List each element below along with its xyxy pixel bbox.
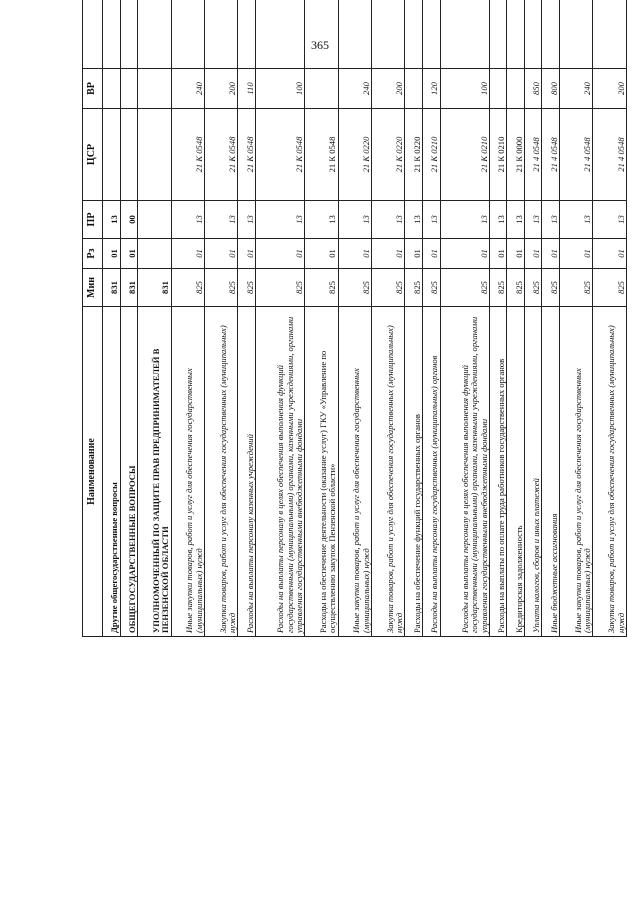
cell-csr: 21 4 0548	[560, 109, 593, 201]
cell-csr: 21 К 0548	[204, 109, 237, 201]
header-vr: ВР	[83, 69, 103, 109]
cell-csr: 21 4 0548	[593, 109, 627, 201]
cell-rz: 01	[171, 239, 204, 269]
header-rz: Рз	[83, 239, 103, 269]
cell-sum	[422, 0, 440, 69]
cell-sum	[171, 0, 204, 69]
cell-csr: 21 4 0548	[542, 109, 560, 201]
cell-vr: 110	[238, 69, 256, 109]
cell-min: 825	[371, 269, 404, 307]
cell-min: 825	[405, 269, 423, 307]
header-min: Мин	[83, 269, 103, 307]
cell-rz: 01	[120, 239, 138, 269]
cell-name: Расходы на обеспечение функций государственных органов	[405, 307, 423, 637]
cell-min: 825	[338, 269, 371, 307]
cell-vr	[120, 69, 138, 109]
cell-csr: 21 К 0548	[171, 109, 204, 201]
cell-min: 825	[440, 269, 489, 307]
table-row	[238, 0, 256, 637]
cell-sum	[489, 0, 507, 69]
cell-vr: 240	[560, 69, 593, 109]
cell-min: 825	[489, 269, 507, 307]
cell-name: Расходы на выплаты по оплате труда работников государственных органов	[489, 307, 507, 637]
cell-name: Кредиторская задолженность	[507, 307, 525, 637]
cell-sum	[305, 0, 338, 69]
cell-min: 825	[255, 269, 304, 307]
table-row	[138, 0, 171, 637]
page-number: 365	[311, 38, 329, 52]
cell-pr: 13	[422, 201, 440, 239]
cell-pr: 13	[560, 201, 593, 239]
cell-csr	[103, 109, 121, 201]
cell-min: 825	[524, 269, 542, 307]
cell-pr: 13	[524, 201, 542, 239]
table-row	[338, 0, 371, 637]
header-csr: ЦСР	[83, 109, 103, 201]
cell-csr: 21 К 0220	[338, 109, 371, 201]
table-row	[371, 0, 404, 637]
cell-min: 825	[507, 269, 525, 307]
table-row	[507, 0, 525, 637]
cell-csr: 21 К 0210	[489, 109, 507, 201]
cell-vr: 200	[204, 69, 237, 109]
cell-vr: 200	[371, 69, 404, 109]
cell-vr	[305, 69, 338, 109]
table-row	[593, 0, 627, 637]
cell-min: 825	[422, 269, 440, 307]
cell-min: 825	[542, 269, 560, 307]
cell-pr: 13	[305, 201, 338, 239]
cell-pr: 13	[507, 201, 525, 239]
table-row	[542, 0, 560, 637]
cell-rz: 01	[542, 239, 560, 269]
budget-table-frame	[82, 82, 627, 870]
cell-vr: 850	[524, 69, 542, 109]
cell-csr: 21 К 0548	[255, 109, 304, 201]
cell-vr: 240	[171, 69, 204, 109]
cell-sum	[255, 0, 304, 69]
cell-rz: 01	[103, 239, 121, 269]
cell-rz: 01	[405, 239, 423, 269]
cell-pr: 13	[405, 201, 423, 239]
cell-pr: 13	[338, 201, 371, 239]
cell-rz: 01	[440, 239, 489, 269]
cell-name: Закупка товаров, работ и услуг для обеспечения государственных (муниципальных) нужд	[593, 307, 627, 637]
cell-rz: 01	[489, 239, 507, 269]
cell-min: 825	[171, 269, 204, 307]
cell-rz: 01	[524, 239, 542, 269]
cell-min: 825	[593, 269, 627, 307]
cell-vr	[489, 69, 507, 109]
cell-sum	[103, 0, 121, 69]
cell-csr	[138, 109, 171, 201]
cell-pr: 13	[593, 201, 627, 239]
cell-csr: 21 К 0548	[305, 109, 338, 201]
cell-min: 825	[238, 269, 256, 307]
cell-rz: 01	[338, 239, 371, 269]
cell-rz: 01	[371, 239, 404, 269]
cell-csr: 21 4 0548	[524, 109, 542, 201]
cell-sum	[371, 0, 404, 69]
cell-rz: 01	[255, 239, 304, 269]
cell-rz: 01	[204, 239, 237, 269]
cell-pr: 13	[371, 201, 404, 239]
cell-rz: 01	[560, 239, 593, 269]
cell-rz: 01	[422, 239, 440, 269]
cell-min: 831	[103, 269, 121, 307]
cell-pr: 00	[120, 201, 138, 239]
cell-name: Иные закупки товаров, работ и услуг для обеспечения государственных (муниципальных) нужд	[338, 307, 371, 637]
cell-pr: 13	[489, 201, 507, 239]
cell-csr: 21 К 0220	[371, 109, 404, 201]
cell-vr: 120	[422, 69, 440, 109]
cell-vr	[507, 69, 525, 109]
cell-pr: 13	[255, 201, 304, 239]
table-row	[489, 0, 507, 637]
cell-sum	[204, 0, 237, 69]
cell-vr: 100	[440, 69, 489, 109]
cell-csr: 21 К 0548	[238, 109, 256, 201]
cell-pr: 13	[171, 201, 204, 239]
cell-name: Другие общегосударственные вопросы	[103, 307, 121, 637]
cell-csr	[120, 109, 138, 201]
table-row	[422, 0, 440, 637]
cell-vr	[405, 69, 423, 109]
table-row	[405, 0, 423, 637]
table-row	[440, 0, 489, 637]
cell-name: Иные закупки товаров, работ и услуг для обеспечения государственных (муниципальных) нужд	[560, 307, 593, 637]
table-header-row	[83, 0, 103, 637]
cell-sum	[405, 0, 423, 69]
cell-sum	[238, 0, 256, 69]
cell-name: Иные бюджетные ассигнования	[542, 307, 560, 637]
table-row	[560, 0, 593, 637]
cell-rz: 01	[305, 239, 338, 269]
cell-csr: 21 К 0210	[422, 109, 440, 201]
cell-pr: 13	[440, 201, 489, 239]
cell-sum	[507, 0, 525, 69]
cell-vr	[138, 69, 171, 109]
header-name: Наименование	[83, 307, 103, 637]
budget-table	[82, 0, 627, 637]
table-row	[255, 0, 304, 637]
cell-rz: 01	[238, 239, 256, 269]
cell-min: 825	[560, 269, 593, 307]
cell-name: Расходы на обеспечение деятельности (оказание услуг) ГКУ «Управление по осуществлению закупок Пензенской области»	[305, 307, 338, 637]
cell-name: Расходы на выплаты персоналу казенных учреждений	[238, 307, 256, 637]
table-body	[103, 0, 627, 637]
cell-min: 825	[305, 269, 338, 307]
table-row	[305, 0, 338, 637]
cell-name: УПОЛНОМОЧЕННЫЙ ПО ЗАЩИТЕ ПРАВ ПРЕДПРИНИМАТЕЛЕЙ В ПЕНЗЕНСКОЙ ОБЛАСТИ	[138, 307, 171, 637]
cell-pr	[138, 201, 171, 239]
cell-sum	[120, 0, 138, 69]
cell-vr: 200	[593, 69, 627, 109]
cell-pr: 13	[204, 201, 237, 239]
table-row	[171, 0, 204, 637]
header-sum	[83, 0, 103, 69]
cell-name: Расходы на выплаты персоналу в целях обеспечения выполнения функций государственными (муниципальными) органами, казенными учреждениями, органами управления государственными внебюджетными фондами	[440, 307, 489, 637]
cell-rz: 01	[507, 239, 525, 269]
cell-csr: 21 К 0000	[507, 109, 525, 201]
cell-min: 825	[204, 269, 237, 307]
cell-vr: 800	[542, 69, 560, 109]
cell-name: Закупка товаров, работ и услуг для обеспечения государственных (муниципальных) нужд	[204, 307, 237, 637]
cell-name: Расходы на выплаты персоналу государственных (муниципальных) органов	[422, 307, 440, 637]
cell-rz	[138, 239, 171, 269]
cell-pr: 13	[238, 201, 256, 239]
cell-name: Уплата налогов, сборов и иных платежей	[524, 307, 542, 637]
cell-sum	[440, 0, 489, 69]
cell-min: 831	[138, 269, 171, 307]
cell-min: 831	[120, 269, 138, 307]
cell-sum	[560, 0, 593, 69]
cell-name: ОБЩЕГОСУДАРСТВЕННЫЕ ВОПРОСЫ	[120, 307, 138, 637]
cell-pr: 13	[542, 201, 560, 239]
cell-csr: 21 К 0210	[440, 109, 489, 201]
cell-sum	[593, 0, 627, 69]
cell-sum	[138, 0, 171, 69]
cell-csr: 21 К 0220	[405, 109, 423, 201]
rotated-table-wrapper	[82, 0, 627, 637]
cell-name: Закупка товаров, работ и услуг для обеспечения государственных (муниципальных) нужд	[371, 307, 404, 637]
cell-sum	[338, 0, 371, 69]
cell-vr	[103, 69, 121, 109]
cell-pr: 13	[103, 201, 121, 239]
cell-sum	[542, 0, 560, 69]
cell-vr: 100	[255, 69, 304, 109]
cell-rz: 01	[593, 239, 627, 269]
cell-name: Иные закупки товаров, работ и услуг для обеспечения государственных (муниципальных) нужд	[171, 307, 204, 637]
table-row	[524, 0, 542, 637]
cell-sum	[524, 0, 542, 69]
cell-vr: 240	[338, 69, 371, 109]
cell-name: Расходы на выплаты персоналу в целях обеспечения выполнения функций государственными (муниципальными) органами, казенными учреждениями, органами управления государственными внебюджетными фондами	[255, 307, 304, 637]
table-row	[204, 0, 237, 637]
table-row	[120, 0, 138, 637]
table-row	[103, 0, 121, 637]
header-pr: ПР	[83, 201, 103, 239]
